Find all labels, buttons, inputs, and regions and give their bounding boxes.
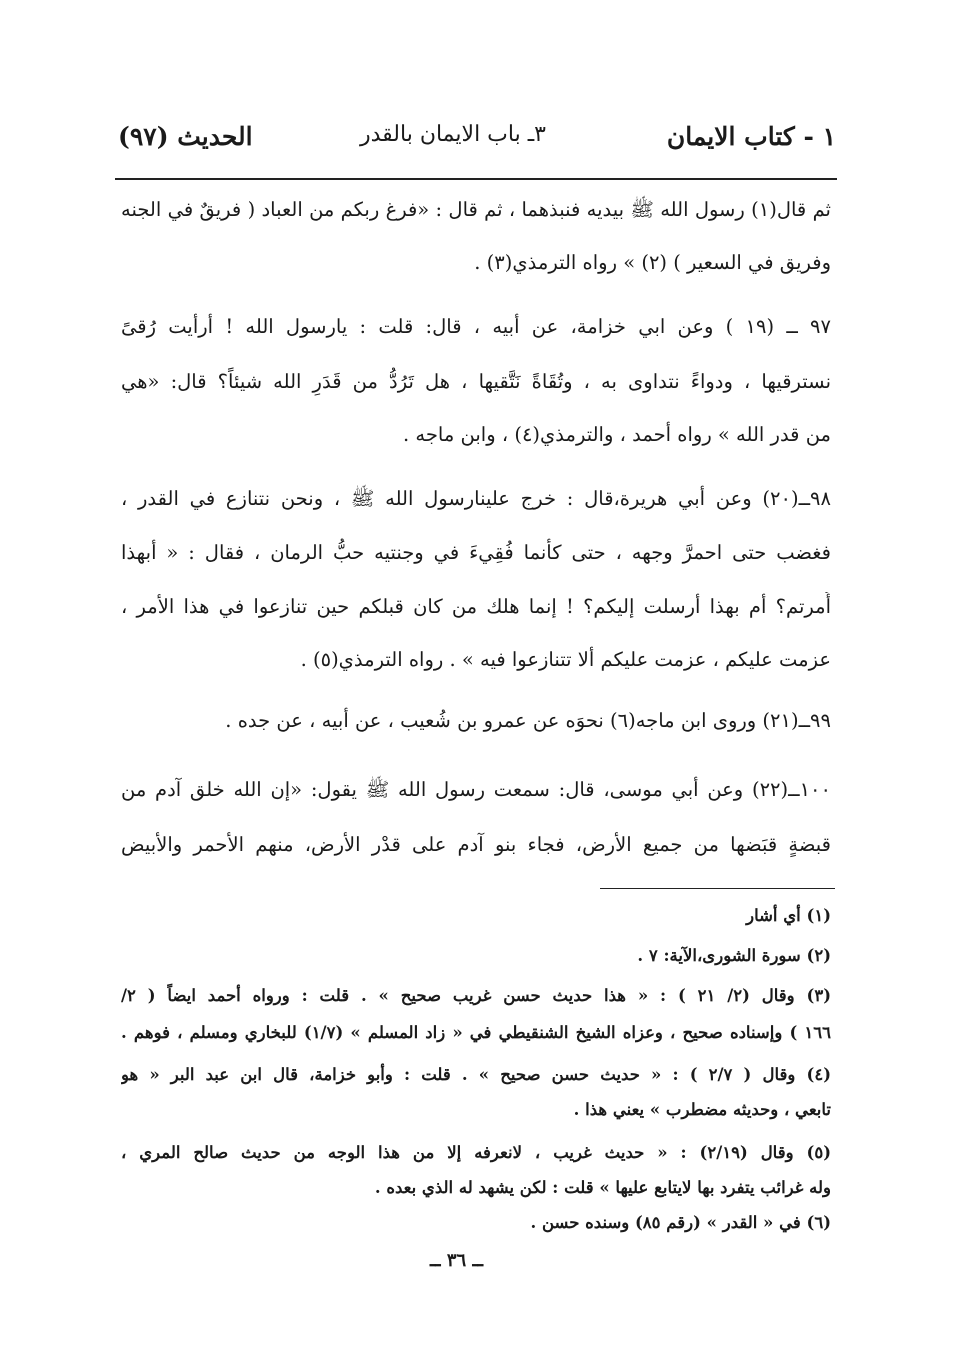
footnote: (٣) وقال (٢/ ٢١ ) : « هذا حديث حسن غريب صحيح » . قلت : ورواه أحمد ايضاً ( ٢/ [121,986,831,1005]
body-line: من قدر الله » رواه أحمد ، والترمذي(٤) ، وابن ماجه . [403,423,831,446]
footnote: وله غرائب يتفرد بها لايتابع عليها » قلت : لكن يشهد له الذي بعده . [374,1178,831,1197]
body-line: عزمت عليكم ، عزمت عليكم ألا تتنازعوا فيه » . رواه الترمذي(٥) . [300,648,831,671]
body-line: فغضب حتى احمرَّ وجهه ، حتى كأنما فُقِيءَ في وجنتيه حبُّ الرمان ، فقال : « أبهذا [121,541,831,564]
header-rule [115,178,837,180]
body-line: ٩٩ــ(٢١) وروى ابن ماجه(٦) نحوَه عن عمرو بن شُعيب ، عن أبيه ، عن جده . [225,709,831,732]
body-line: قبضةٍ قبَضها من جميع الأرض، فجاء بنو آدم على قدْر الأرض، منهم الأحمر والأبيض [121,833,831,856]
body-line: ٩٨ــ(٢٠) وعن أبي هريرة،قال : خرج علينارسول الله ﷺ ، ونحن نتنازع في القدر ، [121,487,831,510]
footnote: (١) أي أشار [746,906,831,925]
footnote: (٦) في « القدر » (رقم ٨٥) وسنده حسن . [530,1213,831,1232]
page-number: ــ ٣٦ ــ [430,1250,483,1271]
hadith-number-header: الحديث (٩٧) [118,122,253,151]
chapter-title: ١ - كتاب الايمان [666,122,836,151]
body-line: نسترقيها ، ودواءً نتداوى به ، وتُقَاةً نَتَّقيها ، هل تَرُدُّ من قَدَرِ الله شيئاً؟ قال: «هي [121,370,831,393]
body-line: وفريق في السعير ) (٢) » رواه الترمذي(٣) . [474,251,831,274]
section-title: ٣ـ باب الايمان بالقدر [360,122,546,147]
footnote: تابعي ، وحديثه مضطرب » يعني هذا . [573,1100,831,1119]
footnote: (٤) وقال ( ٢/٧ ) : « حديث حسن صحيح » . قلت : وأبو خزامة، قال ابن عبد البر « هو [121,1065,831,1084]
footnote: ١٦٦ ) وإسناده صحيح ، وعزاه الشيخ الشنقيطي في « زاد المسلم » (١/٧) للبخاري ومسلم ، فوهم . [121,1023,831,1042]
footnote: (٥) وقال (٢/١٩) : « حديث غريب ، لانعرفه إلا من هذا الوجه من حديث صالح المري ، [121,1143,831,1162]
body-line: ١٠٠ــ(٢٢) وعن أبي موسى، قال: سمعت رسول الله ﷺ يقول: «إن الله خلق آدم من [121,778,831,801]
body-line: أُمرتم؟ أم بهذا أرسلت إليكم؟ ! إنما هلك من كان قبلكم حين تنازعوا في هذا الأمر ، [121,595,831,618]
footnote-rule [600,888,835,889]
footnote: (٢) سورة الشورى،الآية: ٧ . [637,946,831,965]
body-line: ٩٧ ــ (١٩ ) وعن ابي خزامة، عن أبيه ، قال: قلت : يارسول الله ! أرأيت رُقىً [121,315,831,338]
body-line: ثم قال(١) رسول الله ﷺ بيديه فنبذهما ، ثم قال : «فرغ ربكم من العباد ( فريقٌ في الجنه [121,198,831,221]
